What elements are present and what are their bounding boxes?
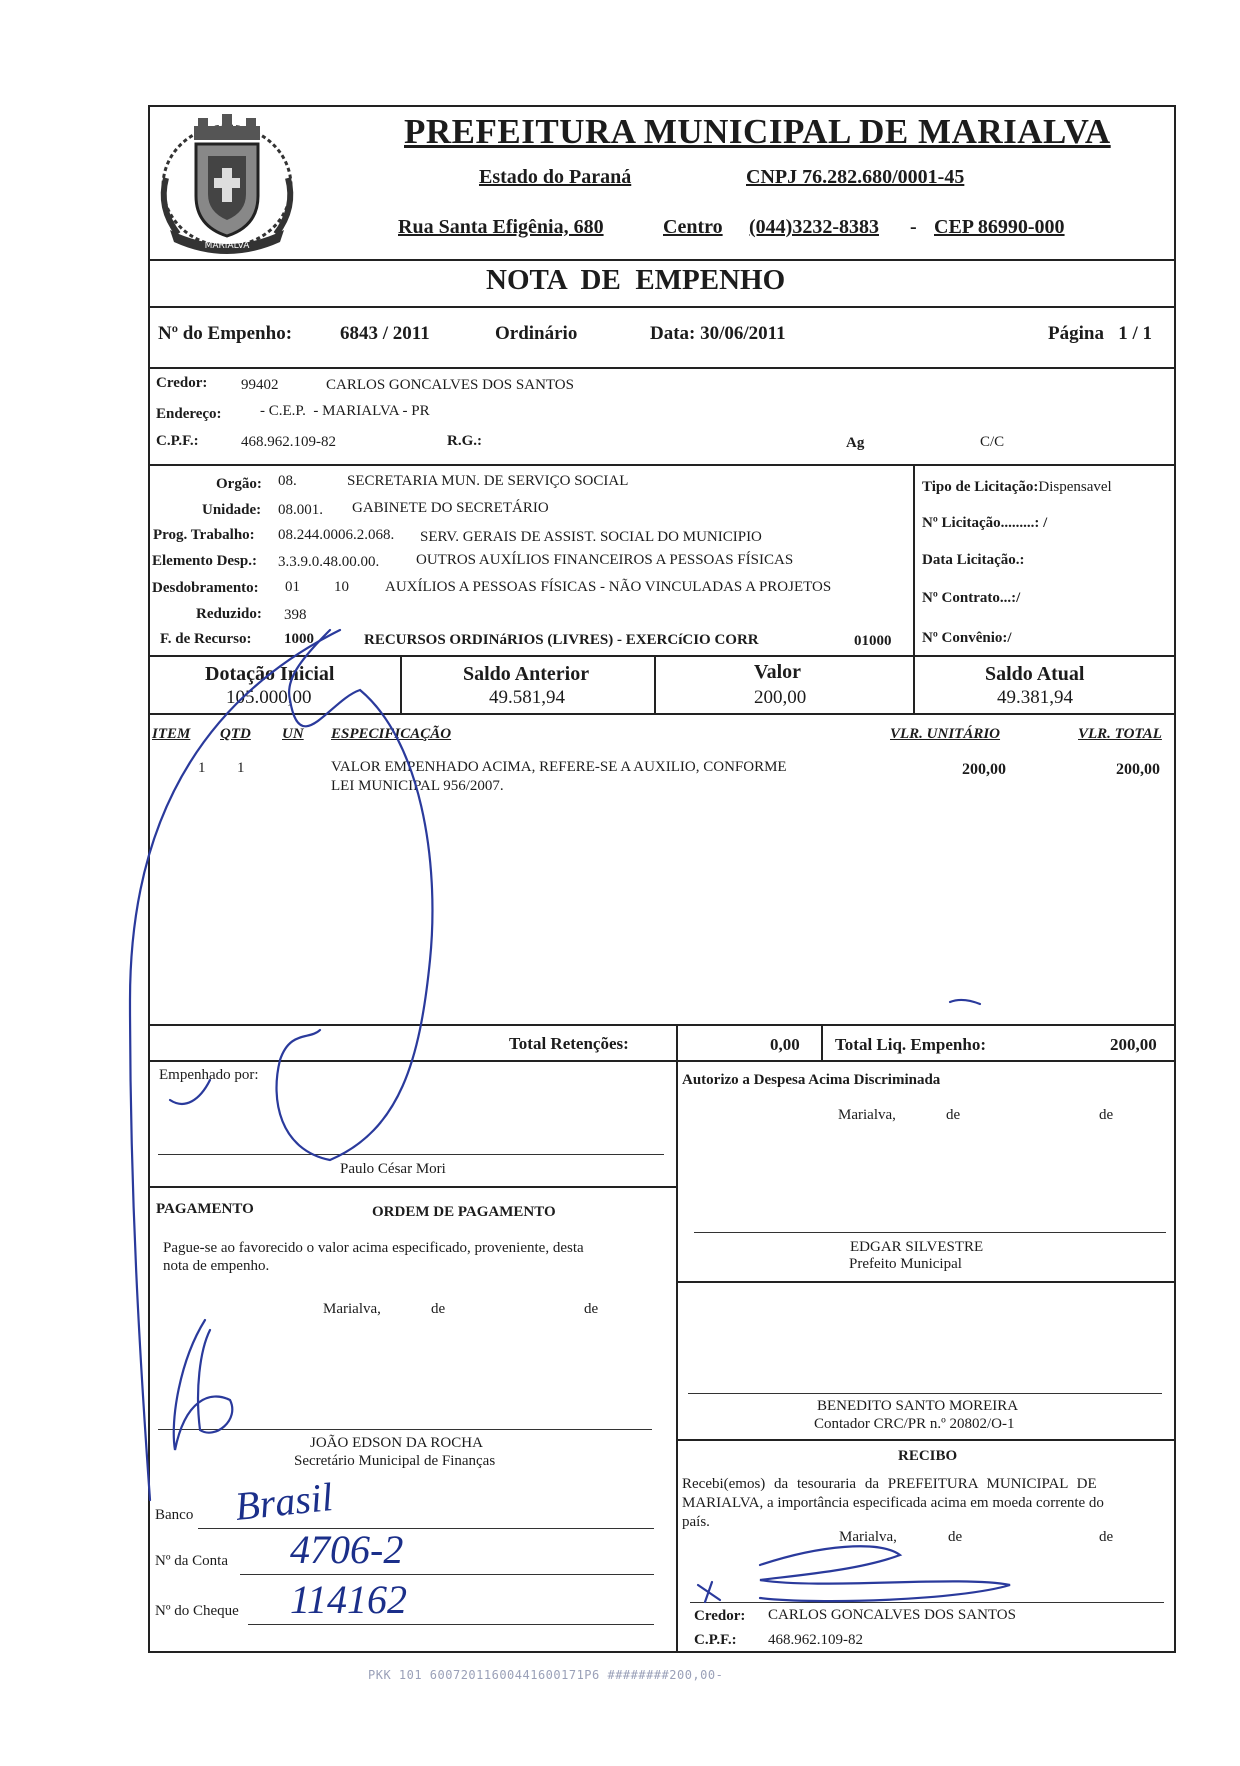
prog-desc: SERV. GERAIS DE ASSIST. SOCIAL DO MUNICIPIO bbox=[420, 529, 762, 545]
desd-desc: AUXÍLIOS A PESSOAS FÍSICAS - NÃO VINCULADAS A PROJETOS bbox=[385, 579, 832, 595]
conta-label: Nº da Conta bbox=[155, 1553, 228, 1569]
autorizo-de-2: de bbox=[1099, 1107, 1114, 1123]
empenho-number: 6843 / 2011 bbox=[340, 323, 430, 344]
desd-code-2: 10 bbox=[334, 579, 349, 595]
unidade-code: 08.001. bbox=[278, 502, 323, 518]
empenho-label: Nº do Empenho: bbox=[158, 323, 293, 344]
dotacao-value: 105.000,00 bbox=[226, 687, 312, 708]
recibo-title: RECIBO bbox=[898, 1448, 958, 1464]
recurso-num: 01000 bbox=[854, 633, 892, 649]
ordem-pagamento-label: ORDEM DE PAGAMENTO bbox=[372, 1204, 556, 1220]
recurso-desc: RECURSOS ORDINáRIOS (LIVRES) - EXERCíCIO CORR bbox=[364, 632, 759, 648]
banco-label: Banco bbox=[155, 1507, 194, 1523]
row-espec-line2: LEI MUNICIPAL 956/2007. bbox=[331, 778, 504, 794]
num-licitacao: Nº Licitação.........: / bbox=[922, 515, 1048, 531]
cc-label: C/C bbox=[980, 434, 1005, 450]
cheque-handwritten: 114162 bbox=[290, 1577, 408, 1622]
col-vlr-total: VLR. TOTAL bbox=[1078, 726, 1162, 742]
header-phone: (044)3232-8383 bbox=[749, 216, 879, 238]
num-convenio: Nº Convênio:/ bbox=[922, 630, 1012, 646]
pagamento-text-1: Pague-se ao favorecido o valor acima especificado, proveniente, desta bbox=[163, 1240, 584, 1256]
header-state: Estado do Paraná bbox=[479, 166, 632, 188]
saldo-atual-label: Saldo Atual bbox=[985, 663, 1085, 685]
recibo-de-1: de bbox=[948, 1529, 963, 1545]
elem-label: Elemento Desp.: bbox=[152, 553, 257, 569]
col-item: ITEM bbox=[152, 726, 191, 742]
elem-desc: OUTROS AUXÍLIOS FINANCEIROS A PESSOAS FÍSICAS bbox=[416, 552, 794, 568]
header-title: PREFEITURA MUNICIPAL DE MARIALVA bbox=[404, 112, 1111, 151]
mayor-name: EDGAR SILVESTRE bbox=[850, 1239, 984, 1255]
orgao-desc: SECRETARIA MUN. DE SERVIÇO SOCIAL bbox=[347, 473, 629, 489]
page-number: Página 1 / 1 bbox=[1048, 323, 1152, 344]
prog-code: 08.244.0006.2.068. bbox=[278, 527, 395, 543]
endereco-label: Endereço: bbox=[156, 406, 222, 422]
saldo-anterior-value: 49.581,94 bbox=[489, 687, 565, 708]
conta-handwritten: 4706-2 bbox=[290, 1527, 404, 1572]
secretary-role: Secretário Municipal de Finanças bbox=[294, 1453, 496, 1469]
desd-label: Desdobramento: bbox=[152, 580, 259, 596]
recibo-line-1: Recebi(emos) da tesouraria da PREFEITURA MUNICIPAL DE bbox=[682, 1476, 1097, 1492]
col-un: UN bbox=[282, 726, 304, 742]
orgao-label: Orgão: bbox=[216, 476, 262, 492]
empenhado-name: Paulo César Mori bbox=[340, 1161, 446, 1177]
row-vlr-total: 200,00 bbox=[1116, 761, 1160, 778]
accountant-role: Contador CRC/PR n.º 20802/O-1 bbox=[814, 1416, 1015, 1432]
col-qtd: QTD bbox=[220, 726, 251, 742]
tipo-licitacao-value: Dispensavel bbox=[1038, 479, 1112, 495]
header-cnpj: CNPJ 76.282.680/0001-45 bbox=[746, 166, 965, 188]
col-vlr-unitario: VLR. UNITÁRIO bbox=[890, 726, 1001, 742]
pagamento-de-1: de bbox=[431, 1301, 446, 1317]
recurso-label: F. de Recurso: bbox=[160, 631, 252, 647]
ag-label: Ag bbox=[846, 435, 865, 451]
tipo-licitacao-label: Tipo de Licitação: bbox=[922, 479, 1039, 495]
banco-handwritten: Brasil bbox=[232, 1474, 335, 1529]
pagamento-label: PAGAMENTO bbox=[156, 1201, 254, 1217]
unidade-desc: GABINETE DO SECRETÁRIO bbox=[352, 500, 549, 516]
saldo-atual-value: 49.381,94 bbox=[997, 687, 1073, 708]
recibo-cpf-label: C.P.F.: bbox=[694, 1632, 737, 1648]
credor-label: Credor: bbox=[156, 375, 208, 391]
row-vlr-unitario: 200,00 bbox=[962, 761, 1006, 778]
autorizo-city: Marialva, bbox=[838, 1107, 896, 1123]
recibo-credor-label: Credor: bbox=[694, 1608, 746, 1624]
row-espec-line1: VALOR EMPENHADO ACIMA, REFERE-SE A AUXILIO, CONFORME bbox=[331, 759, 787, 775]
recibo-de-2: de bbox=[1099, 1529, 1114, 1545]
total-retencoes-value: 0,00 bbox=[770, 1035, 800, 1054]
header-separator: - bbox=[910, 216, 917, 238]
header-cep: CEP 86990-000 bbox=[934, 216, 1065, 238]
num-contrato: Nº Contrato...:/ bbox=[922, 590, 1021, 606]
elem-code: 3.3.9.0.48.00.00. bbox=[278, 554, 380, 570]
pagamento-de-2: de bbox=[584, 1301, 599, 1317]
empenho-date: Data: 30/06/2011 bbox=[650, 323, 786, 344]
recibo-city: Marialva, bbox=[839, 1529, 897, 1545]
recibo-cpf-value: 468.962.109-82 bbox=[768, 1632, 863, 1648]
prog-label: Prog. Trabalho: bbox=[153, 527, 255, 543]
reduzido-label: Reduzido: bbox=[196, 606, 262, 622]
cpf-label: C.P.F.: bbox=[156, 433, 199, 449]
autorizo-label: Autorizo a Despesa Acima Discriminada bbox=[682, 1072, 941, 1088]
col-especificacao: ESPECIFICAÇÃO bbox=[331, 726, 452, 742]
mayor-role: Prefeito Municipal bbox=[849, 1256, 962, 1272]
valor-value: 200,00 bbox=[754, 687, 807, 708]
desd-code-1: 01 bbox=[285, 579, 300, 595]
header-address: Rua Santa Efigênia, 680 bbox=[398, 216, 604, 238]
autorizo-de-1: de bbox=[946, 1107, 961, 1123]
empenho-type: Ordinário bbox=[495, 323, 578, 344]
credor-code: 99402 bbox=[241, 377, 279, 393]
crest-text: MARIALVA bbox=[204, 241, 250, 251]
recibo-line-2: MARIALVA, a importância especificada acima em moeda corrente do bbox=[682, 1495, 1104, 1511]
recibo-credor-name: CARLOS GONCALVES DOS SANTOS bbox=[768, 1607, 1016, 1623]
orgao-code: 08. bbox=[278, 473, 297, 489]
reduzido-value: 398 bbox=[284, 607, 307, 623]
valor-label: Valor bbox=[754, 661, 802, 683]
total-liq-label: Total Liq. Empenho: bbox=[835, 1035, 986, 1054]
dotacao-label: Dotação Inicial bbox=[205, 663, 335, 685]
endereco-value: - C.E.P. - MARIALVA - PR bbox=[260, 403, 430, 419]
row-item: 1 bbox=[198, 760, 206, 776]
doc-title: NOTA DE EMPENHO bbox=[486, 264, 786, 296]
recibo-line-3: país. bbox=[682, 1514, 710, 1530]
footer-bank-code: PKK 101 60072011600441600171P6 ########200,00- bbox=[368, 1668, 724, 1682]
saldo-anterior-label: Saldo Anterior bbox=[463, 663, 590, 685]
pagamento-city: Marialva, bbox=[323, 1301, 381, 1317]
secretary-name: JOÃO EDSON DA ROCHA bbox=[310, 1435, 483, 1451]
row-qtd: 1 bbox=[237, 760, 245, 776]
cheque-label: Nº do Cheque bbox=[155, 1603, 239, 1619]
recurso-code: 1000 bbox=[284, 631, 314, 647]
pagamento-text-2: nota de empenho. bbox=[163, 1258, 270, 1274]
empenhado-label: Empenhado por: bbox=[159, 1067, 259, 1083]
cpf-value: 468.962.109-82 bbox=[241, 434, 336, 450]
total-retencoes-label: Total Retenções: bbox=[509, 1034, 629, 1053]
accountant-name: BENEDITO SANTO MOREIRA bbox=[817, 1398, 1019, 1414]
header-district: Centro bbox=[663, 216, 723, 238]
data-licitacao: Data Licitação.: bbox=[922, 552, 1025, 568]
total-liq-value: 200,00 bbox=[1110, 1035, 1157, 1054]
unidade-label: Unidade: bbox=[202, 502, 262, 518]
rg-label: R.G.: bbox=[447, 433, 482, 449]
credor-name: CARLOS GONCALVES DOS SANTOS bbox=[326, 377, 574, 393]
